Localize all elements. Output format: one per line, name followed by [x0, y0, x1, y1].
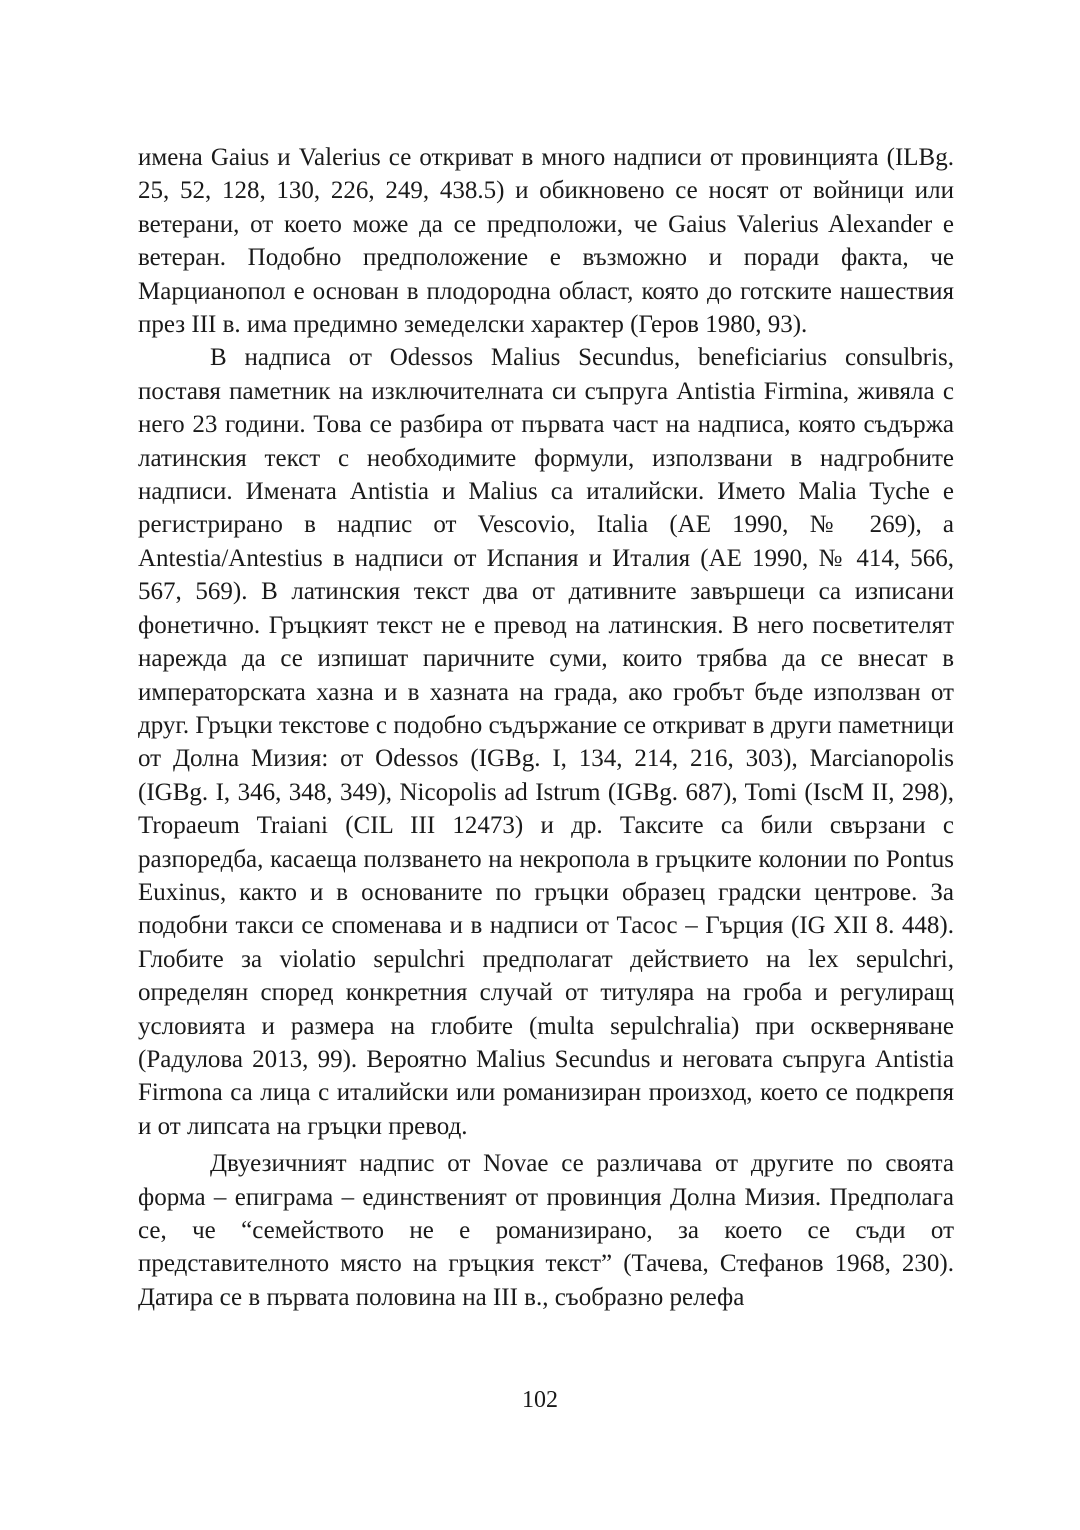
paragraph-1: имена Gaius и Valerius се откриват в много надписи от провинцията (ILBg. 25, 52, 128, 130, 226, 249, 438.5) и обикновено се носят от войници или ветерани, от което може да се предположи, че Gaius Valerius Alexander е ветеран. Подобно предположение е възможно и поради факта, че Марцианопол е основан в плодородна област, която до готските нашествия през III в. има предимно земеделски характер (Геров 1980, 93). [138, 144, 954, 339]
page-body [138, 141, 954, 1314]
page-number: 102 [522, 1387, 558, 1413]
paragraph-3: Двуезичният надпис от Novae се различава от другите по своята форма – епиграма – единственият от провинция Долна Мизия. Предполага се, че “семейството не е романизирано, за което се съди от представителното място на гръцкия текст” (Тачева, Стефанов 1968, 230). Датира се в първата половина на III в., съобразно релефа [138, 1150, 954, 1311]
paragraph-2: В надписа от Odessos Malius Secundus, beneficiarius consulbris, поставя паметник на изключителната си съпруга Antistia Firmina, живяла с него 23 години. Това се разбира от първата част на надписа, която съдържа латинския текст с необходимите формули, използвани в надгробните надписи. Имената Antistia и Malius са италийски. Името Malia Tyche е регистрирано в надпис от Vescovio, Italia (AE 1990, № 269), а Antestia/Antestius в надписи от Испания и Италия (AE 1990, № 414, 566, 567, 569). В латинския текст два от дативните завършеци са изписани фонетично. Гръцкият текст не е превод на латинския. В него посветителят нарежда да се изпишат паричните суми, които трябва да се внесат в императорската хазна и в хазната на града, ако гробът бъде използван от друг. Гръцки текстове с подобно съдържание се откриват в други паметници от Долна Мизия: от Odessos (IGBg. I, 134, 214, 216, 303), Marcianopolis (IGBg. I, 346, 348, 349), Nicopolis ad Istrum (IGBg. 687), Tomi (IscM II, 298), Tropaeum Traiani (CIL III 12473) и др. Таксите са били свързани с разпоредба, касаеща ползването на некропола в гръцките колонии по Pontus Euxinus, както и в основаните по гръцки образец градски центрове. За подобни такси се споменава и в надписи от Тасос – Гърция (IG XII 8. 448). Глобите за violatio sepulchri предполагат действието на lex sepulchri, определян според конкретния случай от титуляра на гроба и регулиращ условията и размера на глобите (multa sepulchralia) при оскверняване (Радулова 2013, 99). Вероятно Malius Secundus и неговата съпруга Antistia Firmona са лица с италийски или романизиран произход, което се подкрепя и от липсата на гръцки превод. [138, 344, 954, 1140]
